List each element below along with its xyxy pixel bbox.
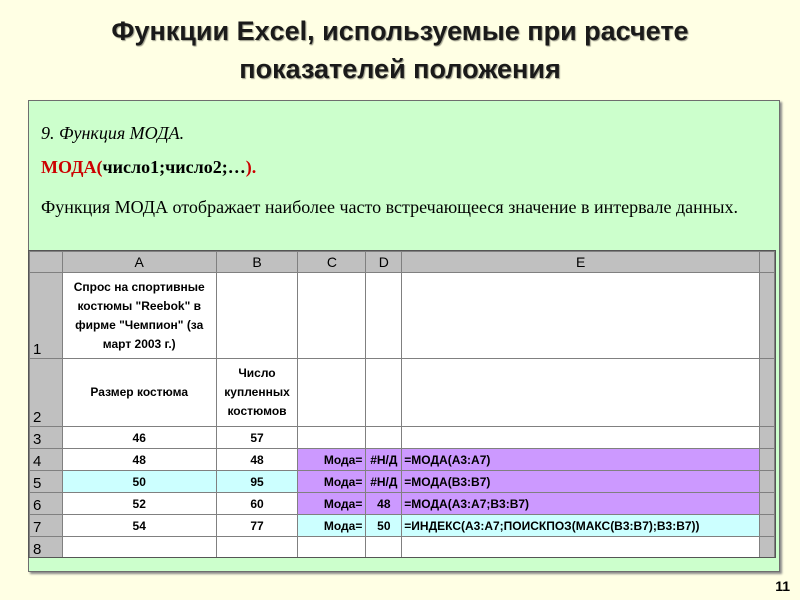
cell-d3[interactable] bbox=[366, 427, 402, 449]
cell-e1[interactable] bbox=[402, 273, 760, 359]
row-header-5[interactable]: 5 bbox=[30, 471, 63, 493]
syntax-close: ). bbox=[245, 157, 257, 177]
cell-a7[interactable]: 54 bbox=[62, 515, 216, 537]
cell-c1[interactable] bbox=[298, 273, 366, 359]
row-header-3[interactable]: 3 bbox=[30, 427, 63, 449]
row-filler bbox=[760, 537, 775, 559]
column-header-c[interactable]: C bbox=[298, 252, 366, 273]
function-heading: 9. Функция МОДА. bbox=[41, 123, 185, 143]
cell-c6[interactable]: Мода= bbox=[298, 493, 366, 515]
cell-e2[interactable] bbox=[402, 359, 760, 427]
row-filler bbox=[760, 515, 775, 537]
spreadsheet-grid bbox=[29, 251, 775, 558]
cell-b6[interactable]: 60 bbox=[216, 493, 298, 515]
cell-a8[interactable] bbox=[62, 537, 216, 559]
column-header-b[interactable]: B bbox=[216, 252, 298, 273]
row-filler bbox=[760, 359, 775, 427]
cell-b8[interactable] bbox=[216, 537, 298, 559]
row-filler bbox=[760, 493, 775, 515]
slide-title bbox=[0, 12, 800, 88]
row-header-1[interactable]: 1 bbox=[30, 273, 63, 359]
row-filler bbox=[760, 427, 775, 449]
cell-c5[interactable]: Мода= bbox=[298, 471, 366, 493]
cell-e5[interactable]: =МОДА(В3:В7) bbox=[402, 471, 760, 493]
row-header-7[interactable]: 7 bbox=[30, 515, 63, 537]
cell-d1[interactable] bbox=[366, 273, 402, 359]
row-header-4[interactable]: 4 bbox=[30, 449, 63, 471]
cell-d2[interactable] bbox=[366, 359, 402, 427]
cell-a5[interactable]: 50 bbox=[62, 471, 216, 493]
cell-d8[interactable] bbox=[366, 537, 402, 559]
cell-c4[interactable]: Мода= bbox=[298, 449, 366, 471]
cell-b7[interactable]: 77 bbox=[216, 515, 298, 537]
cell-e4[interactable]: =МОДА(А3:А7) bbox=[402, 449, 760, 471]
slide-title-line1: Функции Excel, используемые при расчете bbox=[111, 16, 689, 46]
cell-d7[interactable]: 50 bbox=[366, 515, 402, 537]
row-filler bbox=[760, 471, 775, 493]
cell-a1[interactable]: Спрос на спортивные костюмы "Reebok" в фирме "Чемпион" (за март 2003 г.) bbox=[62, 273, 216, 359]
cell-c3[interactable] bbox=[298, 427, 366, 449]
cell-b3[interactable]: 57 bbox=[216, 427, 298, 449]
row-header-6[interactable]: 6 bbox=[30, 493, 63, 515]
cell-b1[interactable] bbox=[216, 273, 298, 359]
cell-e7[interactable]: =ИНДЕКС(А3:А7;ПОИСКПОЗ(МАКС(В3:В7);В3:В7)) bbox=[402, 515, 760, 537]
cell-c2[interactable] bbox=[298, 359, 366, 427]
column-header-d[interactable]: D bbox=[366, 252, 402, 273]
slide-title-line2: показателей положения bbox=[239, 54, 561, 84]
row-filler bbox=[760, 449, 775, 471]
spreadsheet-screenshot bbox=[28, 250, 776, 558]
cell-c7[interactable]: Мода= bbox=[298, 515, 366, 537]
row-filler bbox=[760, 273, 775, 359]
cell-e6[interactable]: =МОДА(А3:А7;В3:В7) bbox=[402, 493, 760, 515]
function-description: Функция МОДА отображает наиболее часто встречающееся значение в интервале данных. bbox=[41, 197, 739, 217]
cell-d5[interactable]: #Н/Д bbox=[366, 471, 402, 493]
corner-cell[interactable] bbox=[30, 252, 63, 273]
syntax-arguments: число1;число2;… bbox=[102, 157, 246, 177]
cell-a4[interactable]: 48 bbox=[62, 449, 216, 471]
column-header-filler bbox=[760, 252, 775, 273]
column-header-a[interactable]: A bbox=[62, 252, 216, 273]
cell-c8[interactable] bbox=[298, 537, 366, 559]
cell-a6[interactable]: 52 bbox=[62, 493, 216, 515]
syntax-function-name: МОДА( bbox=[41, 157, 103, 177]
cell-e3[interactable] bbox=[402, 427, 760, 449]
cell-b2[interactable]: Число купленных костюмов bbox=[216, 359, 298, 427]
cell-a2[interactable]: Размер костюма bbox=[62, 359, 216, 427]
row-header-2[interactable]: 2 bbox=[30, 359, 63, 427]
cell-d4[interactable]: #Н/Д bbox=[366, 449, 402, 471]
cell-b5[interactable]: 95 bbox=[216, 471, 298, 493]
column-header-e[interactable]: E bbox=[402, 252, 760, 273]
page-number: 11 bbox=[775, 578, 790, 594]
cell-b4[interactable]: 48 bbox=[216, 449, 298, 471]
cell-e8[interactable] bbox=[402, 537, 760, 559]
row-header-8[interactable]: 8 bbox=[30, 537, 63, 559]
cell-a3[interactable]: 46 bbox=[62, 427, 216, 449]
function-syntax bbox=[41, 157, 256, 178]
cell-d6[interactable]: 48 bbox=[366, 493, 402, 515]
